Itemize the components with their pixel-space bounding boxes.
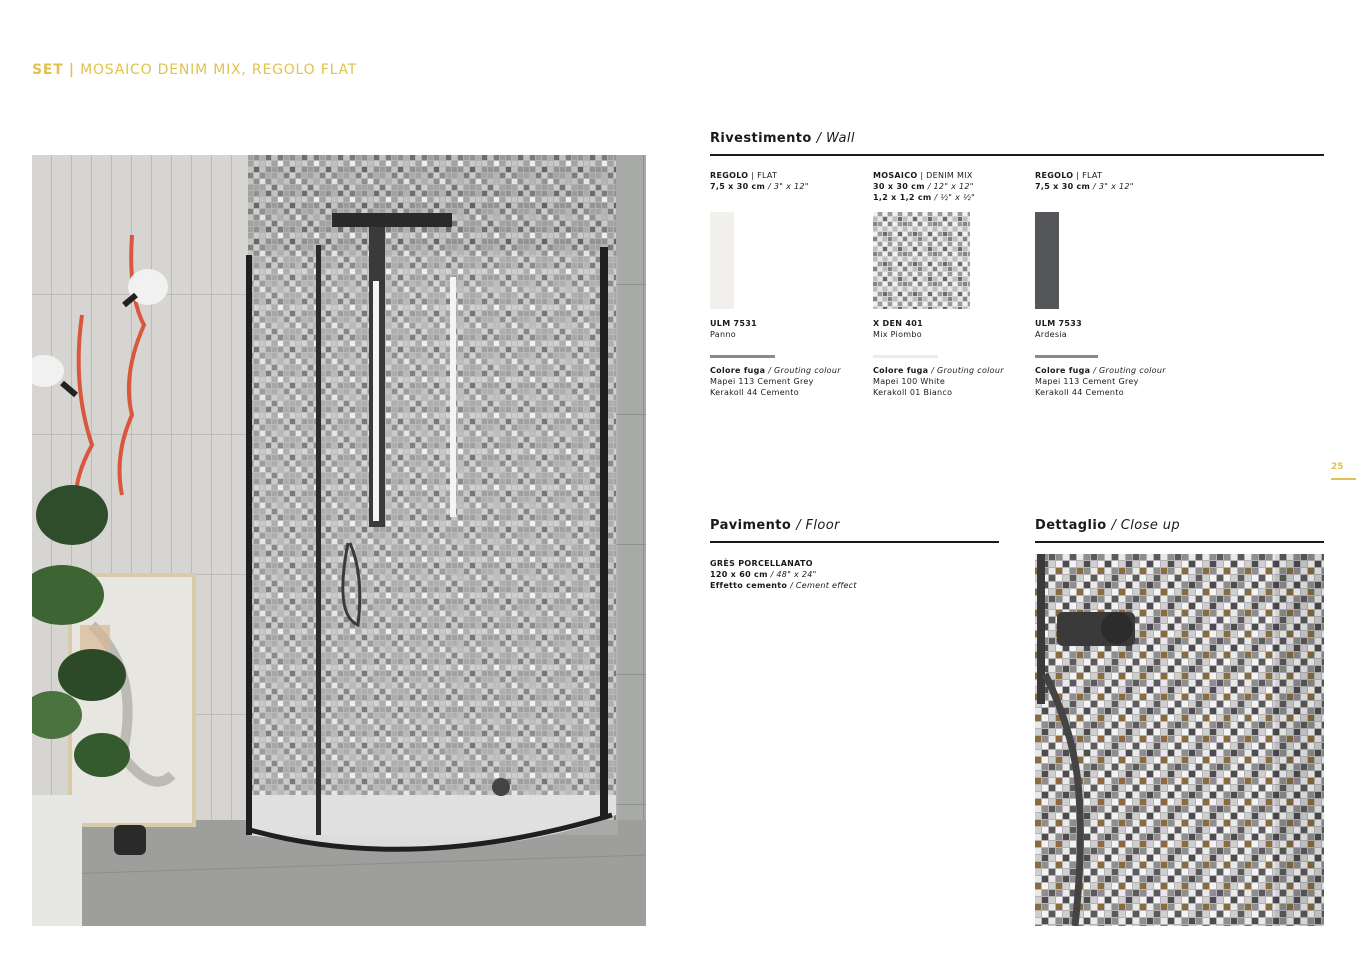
swatch-ulm-7531 — [710, 212, 734, 309]
swatch-ulm-7533 — [1035, 212, 1059, 309]
product-color-name: Panno — [710, 330, 736, 339]
detail-divider — [1035, 541, 1324, 543]
product-size-in: / 3" x 12" — [768, 182, 809, 191]
floor-divider — [710, 541, 999, 543]
grout-label-en: / Grouting colour — [1093, 366, 1166, 375]
product-size: 7,5 x 30 cm — [710, 182, 766, 191]
grout-mapei: Mapei 100 White — [873, 377, 946, 386]
wall-product-2-code — [873, 318, 923, 340]
floor-material: GRÈS PORCELLANATO — [710, 559, 813, 568]
product-series-line — [873, 170, 975, 181]
detail-section-title — [1035, 518, 1180, 533]
grout-kerakoll: Kerakoll 44 Cemento — [710, 388, 799, 397]
product-series-line — [710, 170, 809, 181]
wall-product-3-code — [1035, 318, 1082, 340]
floor-title-en: / Floor — [796, 518, 840, 533]
floor-title: Pavimento — [710, 518, 792, 533]
grout-color-bar — [873, 355, 938, 358]
product-finish: | FLAT — [751, 171, 778, 180]
product-size-line — [710, 181, 809, 192]
grout-kerakoll: Kerakoll 44 Cemento — [1035, 388, 1124, 397]
floor-size: 120 x 60 cm — [710, 570, 768, 579]
page-number: 25 — [1331, 462, 1344, 472]
product-size-in: / 3" x 12" — [1093, 182, 1134, 191]
set-name: MOSAICO DENIM MIX, REGOLO FLAT — [80, 62, 358, 78]
wall-product-2-grout — [873, 365, 1004, 398]
wall-title-en: / Wall — [816, 131, 855, 146]
product-size-line — [873, 181, 975, 192]
wall-divider — [710, 154, 1324, 156]
floor-effect-en: / Cement effect — [790, 581, 857, 590]
product-code: ULM 7531 — [710, 319, 758, 328]
product-color-name: Ardesia — [1035, 330, 1068, 339]
shower-room-photo — [32, 155, 646, 926]
wall-product-1-code — [710, 318, 757, 340]
product-series: REGOLO — [1035, 171, 1074, 180]
product-size: 30 x 30 cm — [873, 182, 925, 191]
product-chip-size-line — [873, 192, 975, 203]
wall-title: Rivestimento — [710, 131, 812, 146]
product-size: 7,5 x 30 cm — [1035, 182, 1091, 191]
product-size-in: / 12" x 12" — [927, 182, 974, 191]
grout-label: Colore fuga — [710, 366, 766, 375]
page-number-underline — [1331, 478, 1356, 480]
floor-section-title — [710, 518, 840, 533]
floor-spec — [710, 558, 857, 591]
grout-mapei: Mapei 113 Cement Grey — [1035, 377, 1139, 386]
product-size-line — [1035, 181, 1134, 192]
product-series-line — [1035, 170, 1134, 181]
detail-title-en: / Close up — [1111, 518, 1181, 533]
product-series: REGOLO — [710, 171, 749, 180]
detail-title: Dettaglio — [1035, 518, 1107, 533]
product-color-name: Mix Piombo — [873, 330, 922, 339]
product-finish: | DENIM MIX — [920, 171, 973, 180]
grout-label: Colore fuga — [1035, 366, 1091, 375]
floor-size-in: / 48" x 24" — [770, 570, 817, 579]
wall-product-1-grout — [710, 365, 841, 398]
grout-color-bar — [710, 355, 775, 358]
floor-effect: Effetto cemento — [710, 581, 788, 590]
product-code: X DEN 401 — [873, 319, 923, 328]
product-finish: | FLAT — [1076, 171, 1103, 180]
swatch-x-den-401 — [873, 212, 970, 309]
wall-product-3 — [1035, 170, 1134, 192]
mosaic-closeup-photo — [1035, 554, 1324, 926]
set-title — [32, 62, 357, 78]
grout-label-en: / Grouting colour — [768, 366, 841, 375]
product-chip-size-in: / ½" x ½" — [934, 193, 976, 202]
product-series: MOSAICO — [873, 171, 918, 180]
grout-mapei: Mapei 113 Cement Grey — [710, 377, 814, 386]
grout-label-en: / Grouting colour — [931, 366, 1004, 375]
wall-section-title — [710, 131, 855, 146]
wall-product-1 — [710, 170, 809, 192]
set-label: SET — [32, 62, 64, 78]
grout-kerakoll: Kerakoll 01 Bianco — [873, 388, 953, 397]
wall-product-3-grout — [1035, 365, 1166, 398]
grout-color-bar — [1035, 355, 1098, 358]
set-separator: | — [68, 62, 75, 78]
product-chip-size: 1,2 x 1,2 cm — [873, 193, 932, 202]
product-code: ULM 7533 — [1035, 319, 1083, 328]
grout-label: Colore fuga — [873, 366, 929, 375]
wall-product-2 — [873, 170, 975, 203]
